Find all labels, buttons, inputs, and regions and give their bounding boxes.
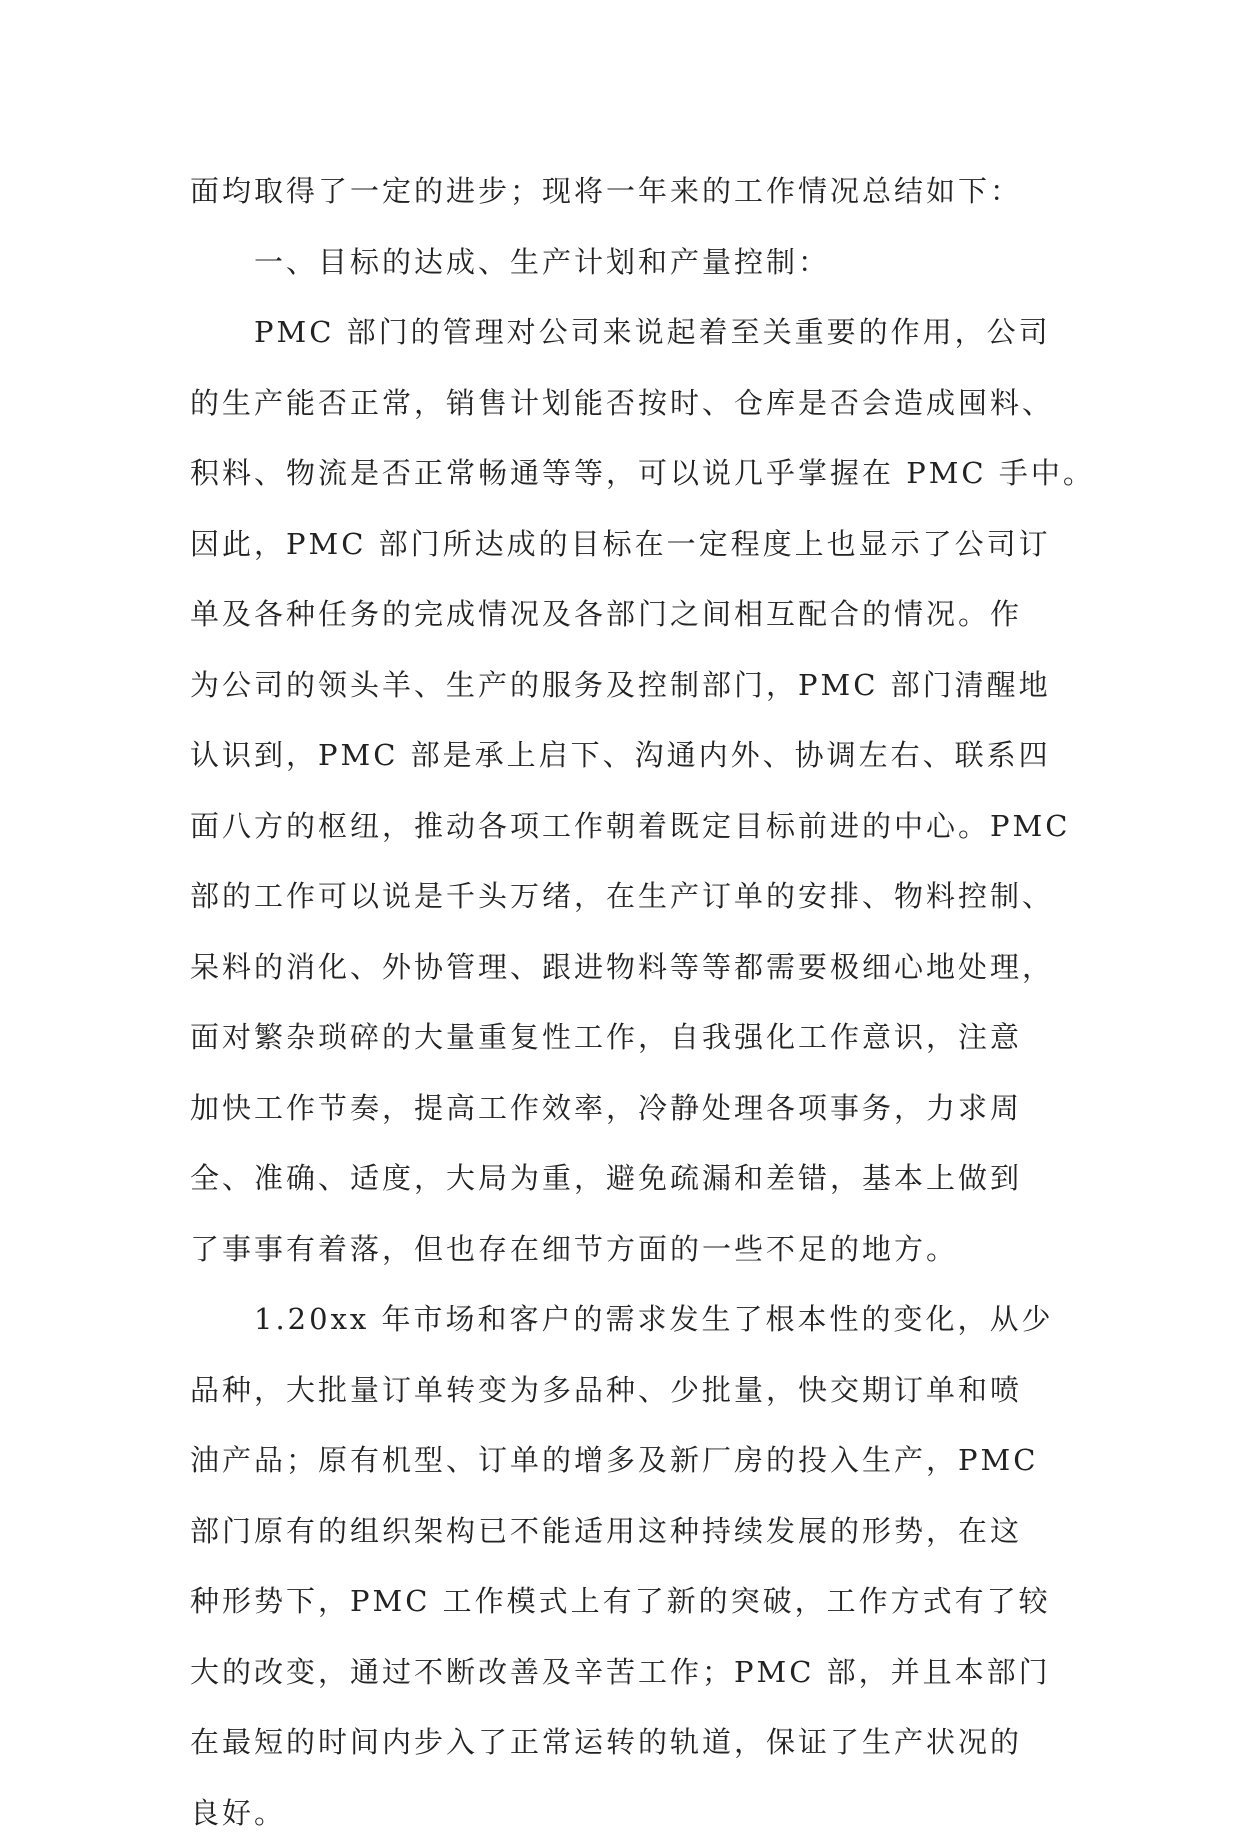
- text-line: 大的改变，通过不断改善及辛苦工作；PMC 部，并且本部门: [190, 1637, 1060, 1708]
- text-line: 单及各种任务的完成情况及各部门之间相互配合的情况。作: [190, 579, 1060, 650]
- text-line: 加快工作节奏，提高工作效率，冷静处理各项事务，力求周: [190, 1073, 1060, 1144]
- text-line: 种形势下，PMC 工作模式上有了新的突破，工作方式有了较: [190, 1566, 1060, 1637]
- text-line: 积料、物流是否正常畅通等等，可以说几乎掌握在 PMC 手中。: [190, 438, 1060, 509]
- body-text: [190, 156, 1060, 1848]
- section-heading: 一、目标的达成、生产计划和产量控制：: [190, 227, 1060, 298]
- text-line: 因此，PMC 部门所达成的目标在一定程度上也显示了公司订: [190, 509, 1060, 580]
- text-line: 1.20xx 年市场和客户的需求发生了根本性的变化，从少: [190, 1284, 1060, 1355]
- text-line: 认识到，PMC 部是承上启下、沟通内外、协调左右、联系四: [190, 720, 1060, 791]
- text-line: 了事事有着落，但也存在细节方面的一些不足的地方。: [190, 1214, 1060, 1285]
- text-line: 部的工作可以说是千头万绪，在生产订单的安排、物料控制、: [190, 861, 1060, 932]
- text-line: 在最短的时间内步入了正常运转的轨道，保证了生产状况的: [190, 1707, 1060, 1778]
- text-line: 油产品；原有机型、订单的增多及新厂房的投入生产，PMC: [190, 1425, 1060, 1496]
- text-line: 良好。: [190, 1778, 1060, 1848]
- text-line: 全、准确、适度，大局为重，避免疏漏和差错，基本上做到: [190, 1143, 1060, 1214]
- text-line: 部门原有的组织架构已不能适用这种持续发展的形势，在这: [190, 1496, 1060, 1567]
- text-line: PMC 部门的管理对公司来说起着至关重要的作用，公司: [190, 297, 1060, 368]
- text-line: 呆料的消化、外协管理、跟进物料等等都需要极细心地处理，: [190, 932, 1060, 1003]
- text-line: 面对繁杂琐碎的大量重复性工作，自我强化工作意识，注意: [190, 1002, 1060, 1073]
- text-line: 品种，大批量订单转变为多品种、少批量，快交期订单和喷: [190, 1355, 1060, 1426]
- text-line: 为公司的领头羊、生产的服务及控制部门，PMC 部门清醒地: [190, 650, 1060, 721]
- text-line: 的生产能否正常，销售计划能否按时、仓库是否会造成囤料、: [190, 368, 1060, 439]
- text-line: 面均取得了一定的进步；现将一年来的工作情况总结如下：: [190, 156, 1060, 227]
- text-line: 面八方的枢纽，推动各项工作朝着既定目标前进的中心。PMC: [190, 791, 1060, 862]
